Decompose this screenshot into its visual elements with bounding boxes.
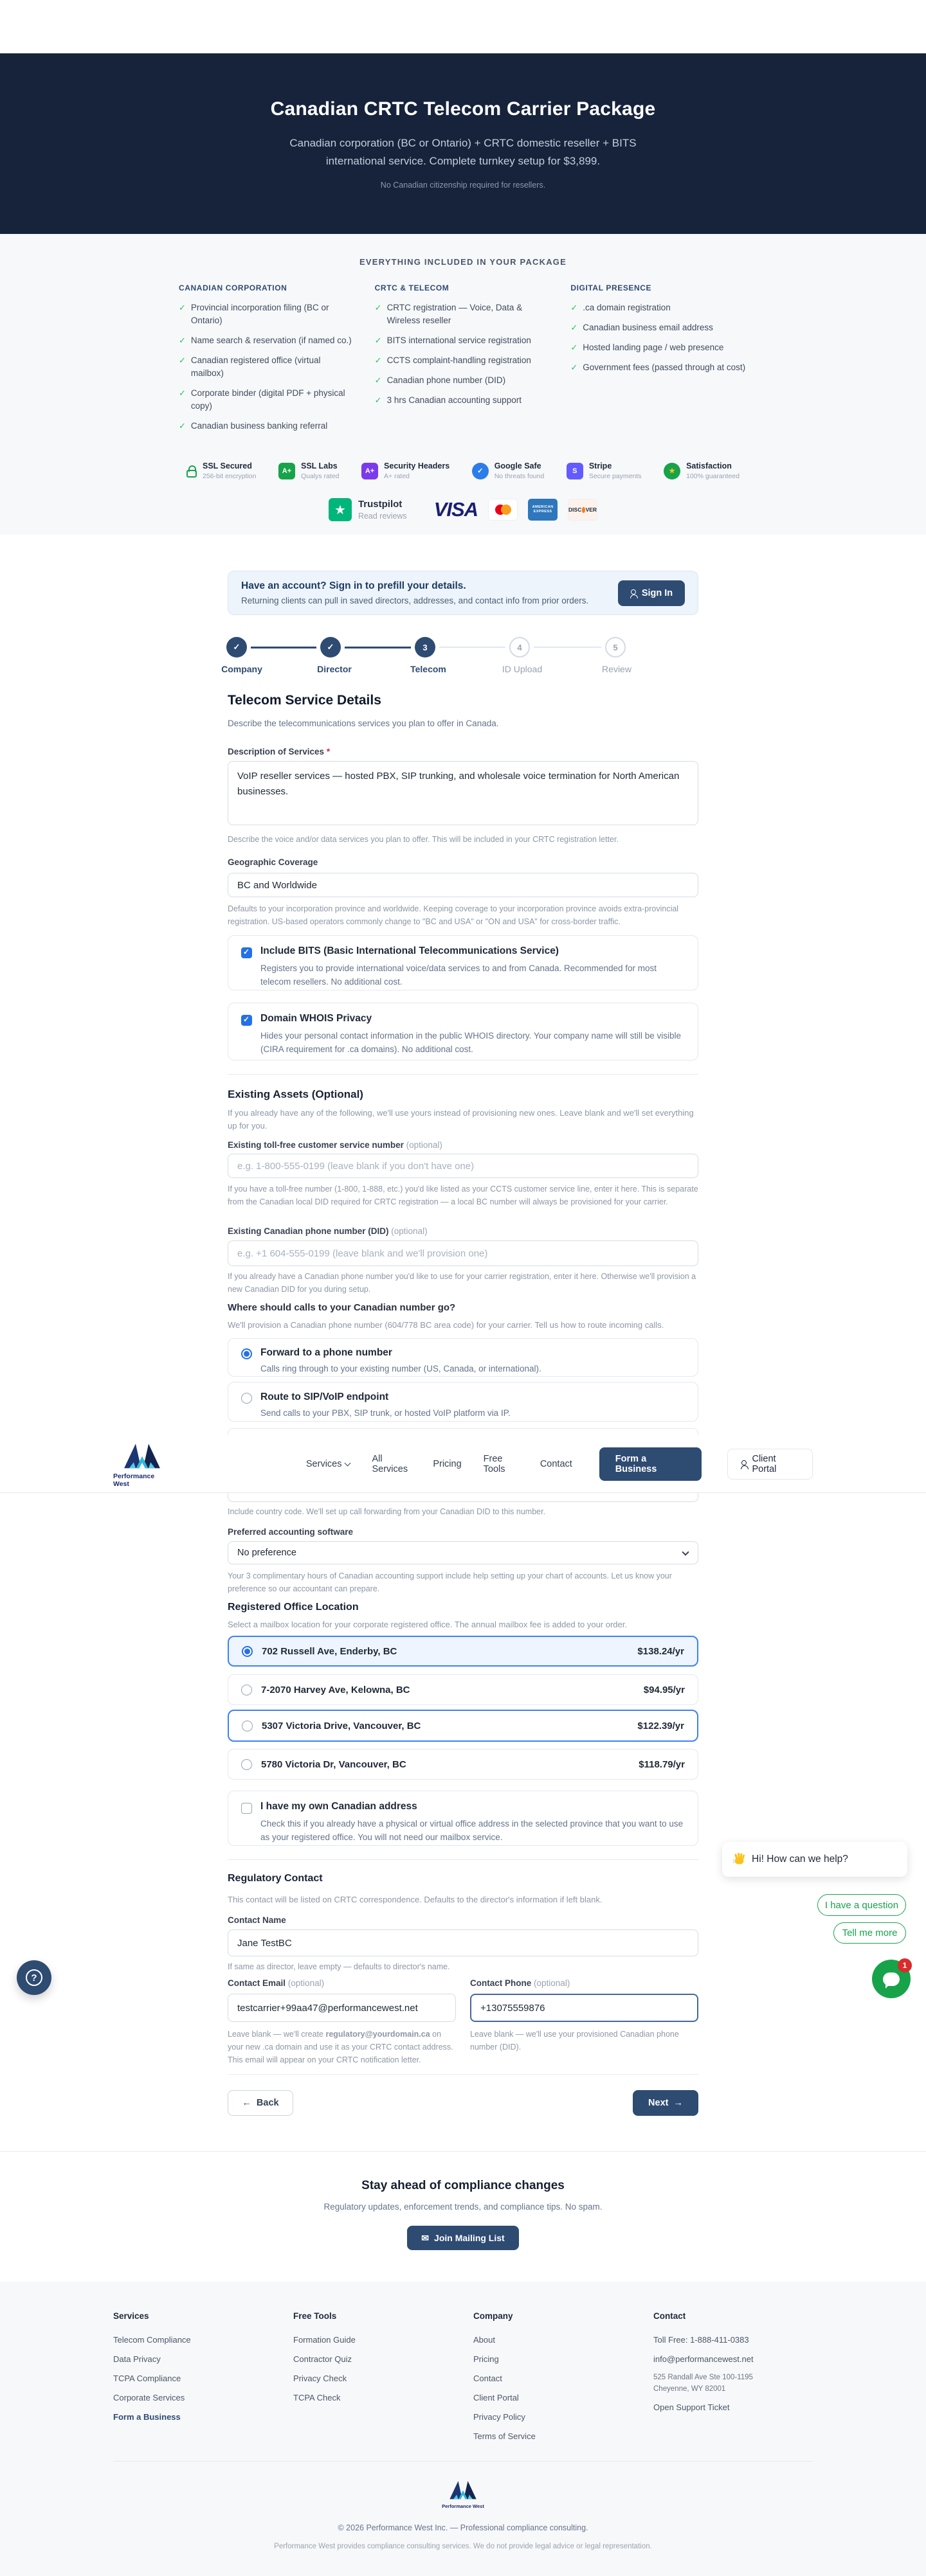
accounting-helper: Your 3 complimentary hours of Canadian accounting support include help setting up your chart of accounts. Let us know your preference so our accountant can prepare. <box>228 1571 672 1593</box>
badge-google-safe <box>472 461 545 480</box>
list-item <box>179 387 356 413</box>
badge-title: Satisfaction <box>686 461 732 470</box>
own-address-desc: Check this if you already have a physical or virtual office address in the selected province that you want to use as your registered office. You will not need our mailbox service. <box>260 1819 684 1842</box>
footer-phone[interactable]: Toll Free: 1-888-411-0383 <box>653 2335 749 2345</box>
existing-assets-desc: If you already have any of the following, we'll use yours instead of provisioning new ones. Leave blank and we'll set everything up for you. <box>228 1108 694 1131</box>
grade-icon: A+ <box>278 463 295 479</box>
forward-desc: Calls ring through to your existing number (US, Canada, or international). <box>260 1364 541 1373</box>
footer-link-form-a-business[interactable]: Form a Business <box>113 2412 181 2422</box>
list-item <box>179 420 356 433</box>
optional-mark: (optional) <box>391 1226 428 1236</box>
hero-note: No Canadian citizenship required for resellers. <box>380 180 546 190</box>
footer-column-services <box>113 2311 293 2451</box>
mailing-cta-section <box>0 2151 926 2282</box>
portal-label: Client Portal <box>752 1453 777 1474</box>
footer-link[interactable]: Corporate Services <box>113 2393 185 2402</box>
badge-title: Google Safe <box>494 461 541 470</box>
help-button[interactable] <box>17 1960 51 1995</box>
list-item <box>179 334 356 347</box>
section-divider <box>228 1074 698 1075</box>
discover-dot-icon <box>582 507 585 513</box>
step-label-telecom: Telecom <box>410 664 446 674</box>
step-label-director: Director <box>317 664 352 674</box>
description-label <box>228 747 698 756</box>
check-icon: ✓ <box>374 303 382 312</box>
list-item <box>570 361 747 374</box>
check-icon: ✓ <box>374 335 382 345</box>
included-column-telecom <box>375 283 552 440</box>
required-mark: * <box>326 747 331 756</box>
brand-name: Performance West <box>113 1472 155 1488</box>
list-item <box>570 341 747 354</box>
mastercard-orange-circle <box>501 505 511 515</box>
check-icon: ✓ <box>179 388 186 398</box>
star-circle-icon: ★ <box>664 463 680 479</box>
own-address-checkbox-card[interactable] <box>228 1791 698 1846</box>
office-price: $118.79/yr <box>639 1758 685 1770</box>
item-text: Canadian registered office (virtual mailbox) <box>190 355 321 378</box>
chat-greeting-bubble[interactable] <box>722 1842 907 1877</box>
routing-option-sip[interactable] <box>228 1382 698 1422</box>
step-label-company: Company <box>221 664 262 674</box>
contact-name-label: Contact Name <box>228 1915 286 1925</box>
back-button[interactable] <box>228 2090 293 2116</box>
step-connector <box>251 647 316 648</box>
included-column-digital <box>570 283 747 440</box>
item-text: Provincial incorporation filing (BC or Ontario) <box>190 303 329 325</box>
item-text: Name search & reservation (if named co.) <box>190 335 352 345</box>
nav-label: All Services <box>372 1453 408 1474</box>
chevron-down-icon <box>345 1460 351 1466</box>
nav-label: Pricing <box>433 1458 462 1469</box>
footer-link[interactable]: Privacy Policy <box>473 2412 525 2422</box>
list-item <box>179 301 356 327</box>
nav-item-all-services[interactable] <box>372 1454 411 1474</box>
regulatory-heading: Regulatory Contact <box>228 1873 323 1884</box>
waving-hand-icon <box>732 1852 747 1866</box>
footer-link[interactable]: Formation Guide <box>293 2335 356 2345</box>
office-price: $138.24/yr <box>637 1645 684 1657</box>
footer-column-title: Free Tools <box>293 2311 337 2321</box>
visa-logo: VISA <box>433 498 478 521</box>
footer-address-line2: Cheyenne, WY 82001 <box>653 2385 726 2393</box>
payment-logos <box>0 498 926 521</box>
office-option-victoria-dr[interactable] <box>228 1749 698 1780</box>
contact-email-label <box>228 1978 456 1988</box>
check-icon: ✓ <box>570 362 578 372</box>
client-portal-button[interactable] <box>727 1449 813 1480</box>
contact-email-field <box>228 1978 456 2066</box>
footer-link[interactable]: Data Privacy <box>113 2354 161 2364</box>
nav-label: Services <box>305 1458 342 1469</box>
item-text: 3 hrs Canadian accounting support <box>386 395 522 405</box>
badge-ssl-secured <box>186 461 256 480</box>
did-label <box>228 1226 698 1236</box>
footer-link[interactable]: Telecom Compliance <box>113 2335 191 2345</box>
disclaimer: Performance West provides compliance consulting services. We do not provide legal advice or legal representation. <box>274 2543 652 2550</box>
footer-column-free-tools <box>293 2311 473 2451</box>
footer <box>0 2282 926 2576</box>
footer-address-line1: 525 Randall Ave Ste 100-1195 <box>653 2374 753 2381</box>
signin-banner <box>228 571 698 615</box>
item-text: CCTS complaint-handling registration <box>386 355 531 365</box>
geographic-helper: Defaults to your incorporation province and worldwide. Keeping coverage to your incorporation province avoids extra-provincial registration. US-based operators commonly change to "BC and USA" or "ON and USA" for cross-border traffic. <box>228 904 679 926</box>
amex-text: EXPRESS <box>533 510 552 514</box>
step-circle-review: 5 <box>605 637 626 657</box>
office-radio[interactable] <box>242 1646 253 1657</box>
bits-checkbox-card[interactable] <box>228 935 698 990</box>
check-icon: ✓ <box>179 421 186 431</box>
contact-row <box>228 1978 698 2066</box>
contact-phone-helper: Leave blank — we'll use your provisioned Canadian phone number (DID). <box>470 2030 679 2052</box>
stripe-icon: S <box>567 463 583 479</box>
check-icon: ✓ <box>374 355 382 365</box>
step-circle-director[interactable]: ✓ <box>320 637 341 657</box>
included-section <box>0 234 926 535</box>
label-text: Contact Email <box>228 1978 286 1988</box>
existing-assets-heading: Existing Assets (Optional) <box>228 1088 363 1100</box>
arrow-left-icon: ← <box>242 2098 251 2108</box>
footer-link[interactable]: Client Portal <box>473 2393 519 2402</box>
own-address-title: I have my own Canadian address <box>260 1801 417 1812</box>
label-text: Description of Services <box>228 747 325 756</box>
form-column <box>221 571 698 2120</box>
check-icon: ✓ <box>374 395 382 405</box>
office-option-victoria-drive[interactable] <box>228 1710 698 1742</box>
label-text: Existing Canadian phone number (DID) <box>228 1226 389 1236</box>
included-columns <box>179 283 747 440</box>
routing-question: Where should calls to your Canadian number go? <box>228 1302 456 1313</box>
form-heading: Telecom Service Details <box>228 693 381 708</box>
footer-link[interactable]: Terms of Service <box>473 2431 536 2441</box>
step-connector <box>534 647 601 648</box>
item-text: BITS international service registration <box>386 335 531 345</box>
office-option-kelowna[interactable] <box>228 1674 698 1705</box>
footer-link[interactable]: Contact <box>473 2374 502 2383</box>
form-actions <box>228 2090 698 2116</box>
bits-desc: Registers you to provide international voice/data services to and from Canada. Recommended for most telecom resellers. No additional cost. <box>260 963 657 987</box>
nav-label: Contact <box>540 1458 572 1469</box>
accounting-label: Preferred accounting software <box>228 1527 354 1537</box>
chat-message: Hi! How can we help? <box>752 1854 848 1865</box>
office-address: 5780 Victoria Dr, Vancouver, BC <box>261 1758 406 1770</box>
next-button[interactable] <box>633 2090 698 2116</box>
unread-badge: 1 <box>898 1958 912 1972</box>
badge-satisfaction <box>664 461 740 480</box>
footer-support-link[interactable]: Open Support Ticket <box>653 2402 730 2412</box>
list-item <box>570 321 747 334</box>
office-option-enderby[interactable] <box>228 1636 698 1667</box>
cta-subtitle: Regulatory updates, enforcement trends, and compliance tips. No spam. <box>323 2202 603 2212</box>
badge-security-headers <box>361 461 449 480</box>
routing-desc: We'll provision a Canadian phone number (604/778 BC area code) for your carrier. Tell us how to route incoming calls. <box>228 1320 664 1330</box>
step-circle-telecom[interactable]: 3 <box>415 637 435 657</box>
list-item <box>375 301 552 327</box>
check-icon: ✓ <box>570 303 578 312</box>
description-textarea[interactable] <box>228 761 698 825</box>
navbar-brand[interactable] <box>113 1440 171 1488</box>
column-title: CANADIAN CORPORATION <box>179 283 287 292</box>
footer-link[interactable]: Pricing <box>473 2354 499 2364</box>
chat-quick-reply-question[interactable] <box>817 1894 906 1916</box>
footer-column-company <box>473 2311 653 2451</box>
whois-checkbox[interactable] <box>241 1015 252 1026</box>
footer-link[interactable]: About <box>473 2335 495 2345</box>
contact-email-input[interactable] <box>228 1994 456 2022</box>
person-icon <box>741 1460 747 1468</box>
list-item <box>375 354 552 367</box>
discover-logo <box>568 499 597 521</box>
tollfree-helper: If you have a toll-free number (1-800, 1-888, etc.) you'd like listed as your CCTS customer service line, enter it here. This is separate from the Canadian local DID required for CRTC registration — a local BC number will always be provisioned for your carrier. <box>228 1185 698 1206</box>
hero-section <box>0 53 926 234</box>
badge-sub: No threats found <box>494 472 545 480</box>
chat-quick-reply-more[interactable] <box>833 1922 906 1944</box>
label-text: Existing toll-free customer service number <box>228 1140 404 1150</box>
list-item <box>375 394 552 407</box>
form-subheading: Describe the telecommunications services you plan to offer in Canada. <box>228 719 499 728</box>
contact-phone-label <box>470 1978 698 1988</box>
badge-sub: Secure payments <box>588 472 642 480</box>
item-text: Hosted landing page / web presence <box>583 343 724 352</box>
footer-brand <box>0 2478 926 2509</box>
footer-link[interactable]: Privacy Check <box>293 2374 347 2383</box>
join-label: Join Mailing List <box>434 2233 505 2243</box>
forward-radio[interactable] <box>241 1348 252 1359</box>
footer-divider <box>113 2461 813 2462</box>
page-title: Canadian CRTC Telecom Carrier Package <box>270 98 656 120</box>
brand-name: Performance West <box>442 2503 484 2509</box>
badge-title: Security Headers <box>384 461 450 470</box>
geographic-label: Geographic Coverage <box>228 857 318 867</box>
nav-label: Free Tools <box>483 1453 505 1474</box>
contact-phone-field <box>470 1978 698 2066</box>
contact-email-helper <box>228 2028 456 2066</box>
discover-text: DISC <box>568 506 582 513</box>
person-icon <box>630 589 637 597</box>
badge-title: SSL Secured <box>203 461 252 470</box>
trustpilot-star-icon: ★ <box>329 498 352 521</box>
section-divider <box>228 1859 698 1860</box>
did-input[interactable] <box>228 1240 698 1266</box>
mastercard-logo <box>488 499 518 521</box>
performance-west-logo-icon <box>122 1440 162 1471</box>
footer-link[interactable]: TCPA Compliance <box>113 2374 181 2383</box>
optional-mark: (optional) <box>406 1140 442 1150</box>
badge-sub: Qualys rated <box>300 472 340 480</box>
office-radio[interactable] <box>241 1759 252 1770</box>
join-mailing-list-button[interactable] <box>407 2226 519 2250</box>
included-column-corporation <box>179 283 356 440</box>
column-title: CRTC & TELECOM <box>374 283 449 292</box>
trustpilot-widget[interactable] <box>329 498 407 521</box>
check-icon: ✓ <box>179 335 186 345</box>
badge-title: SSL Labs <box>300 461 338 470</box>
trustpilot-read-reviews-link[interactable]: Read reviews <box>358 512 407 521</box>
forward-number-helper: Include country code. We'll set up call forwarding from your Canadian DID to this number. <box>228 1507 546 1516</box>
routing-option-forward[interactable] <box>228 1338 698 1377</box>
office-radio[interactable] <box>241 1685 252 1695</box>
footer-column-title: Company <box>473 2311 513 2321</box>
contact-name-input[interactable] <box>228 1929 698 1956</box>
footer-column-title: Services <box>113 2311 149 2321</box>
sip-radio[interactable] <box>241 1393 252 1404</box>
hero-subtitle <box>289 134 636 170</box>
step-circle-company[interactable]: ✓ <box>226 637 247 657</box>
nav-item-free-tools[interactable] <box>484 1454 518 1474</box>
office-radio[interactable] <box>242 1721 253 1731</box>
own-address-checkbox[interactable] <box>241 1803 252 1814</box>
lock-icon <box>186 470 197 478</box>
footer-column-contact <box>653 2311 813 2451</box>
footer-link[interactable]: TCPA Check <box>293 2393 341 2402</box>
item-text: .ca domain registration <box>583 303 671 312</box>
badge-stripe <box>567 461 642 480</box>
next-label: Next <box>648 2098 669 2108</box>
did-helper: If you already have a Canadian phone number you'd like to use for your carrier registration, enter it here. Otherwise we'll provision a new Canadian DID for you during setup. <box>228 1272 696 1294</box>
check-icon: ✓ <box>374 375 382 385</box>
whois-title: Domain WHOIS Privacy <box>260 1013 372 1024</box>
mail-icon: ✉ <box>421 2232 430 2243</box>
helper-text: on your new .ca domain and use it as your CRTC contact address. This email will appear on your CRTC notification letter. <box>228 2030 453 2064</box>
form-a-business-button[interactable] <box>599 1447 702 1481</box>
step-label-review: Review <box>602 664 631 674</box>
signin-subtitle: Returning clients can pull in saved directors, addresses, and contact info from prior orders. <box>241 596 589 605</box>
whois-desc: Hides your personal contact information in the public WHOIS directory. Your company name will still be visible (CIRA requirement for .ca domains). No additional cost. <box>260 1031 682 1054</box>
geographic-input[interactable] <box>228 873 698 897</box>
item-text: Corporate binder (digital PDF + physical copy) <box>190 388 345 411</box>
badge-sub: 256-bit encryption <box>203 472 257 480</box>
copyright: © 2026 Performance West Inc. — Professional compliance consulting. <box>338 2523 588 2532</box>
office-heading: Registered Office Location <box>228 1602 359 1613</box>
step-connector <box>439 647 505 648</box>
reply-label: Tell me more <box>842 1928 898 1938</box>
footer-column-title: Contact <box>653 2311 686 2321</box>
cta-heading: Stay ahead of compliance changes <box>361 2179 565 2192</box>
list-item <box>179 354 356 380</box>
check-icon: ✓ <box>179 303 186 312</box>
item-text: Canadian business email address <box>583 323 713 332</box>
badge-sub: 100% guaranteed <box>686 472 740 480</box>
helper-strong: regulatory@yourdomain.ca <box>325 2030 430 2039</box>
hero-subtitle-line2: international service. Complete turnkey setup for $3,899. <box>325 154 601 167</box>
arrow-right-icon: → <box>673 2098 683 2108</box>
trustpilot-title: Trustpilot <box>358 499 403 510</box>
back-label: Back <box>256 2098 279 2108</box>
stepper <box>221 633 698 678</box>
section-divider <box>228 2074 698 2075</box>
accounting-select-wrap <box>228 1541 698 1564</box>
list-item <box>375 334 552 347</box>
check-icon: ✓ <box>570 323 578 332</box>
cta-label: Form a Business <box>615 1453 657 1474</box>
bits-title: Include BITS (Basic International Telecommunications Service) <box>260 945 559 956</box>
step-connector <box>345 647 411 648</box>
badge-title: Stripe <box>588 461 612 470</box>
sip-desc: Send calls to your PBX, SIP trunk, or hosted VoIP platform via IP. <box>260 1408 511 1418</box>
item-text: Canadian business banking referral <box>190 421 328 431</box>
footer-link[interactable]: Contractor Quiz <box>293 2354 352 2364</box>
trust-badges <box>186 461 740 480</box>
signin-title: Have an account? Sign in to prefill your details. <box>241 580 466 591</box>
performance-west-logo-icon <box>448 2478 478 2501</box>
reply-label: I have a question <box>824 1899 899 1911</box>
contact-name-helper: If same as director, leave empty — defaults to director's name. <box>228 1962 450 1971</box>
list-item <box>570 301 747 314</box>
tollfree-label <box>228 1140 698 1150</box>
office-price: $94.95/yr <box>643 1684 685 1695</box>
office-address: 5307 Victoria Drive, Vancouver, BC <box>262 1720 421 1731</box>
question-mark-icon: ? <box>26 1969 42 1986</box>
check-circle-icon: ✓ <box>472 463 489 479</box>
step-label-id-upload: ID Upload <box>502 664 543 674</box>
sign-in-button[interactable] <box>618 580 685 606</box>
bits-checkbox[interactable] <box>241 947 252 958</box>
office-address: 7-2070 Harvey Ave, Kelowna, BC <box>261 1684 410 1695</box>
check-icon: ✓ <box>179 355 186 365</box>
included-heading: EVERYTHING INCLUDED IN YOUR PACKAGE <box>359 257 567 267</box>
check-icon: ✓ <box>570 343 578 352</box>
office-price: $122.39/yr <box>637 1720 684 1731</box>
step-circle-id-upload: 4 <box>509 637 530 657</box>
navbar <box>0 1435 926 1493</box>
accounting-select[interactable] <box>228 1541 698 1564</box>
hero-subtitle-line1: Canadian corporation (BC or Ontario) + CRTC domestic reseller + BITS <box>289 136 637 149</box>
badge-ssl-labs <box>278 461 340 480</box>
helper-text: Leave blank — we'll create <box>228 2030 326 2039</box>
description-helper: Describe the voice and/or data services you plan to offer. This will be included in your CRTC registration letter. <box>228 835 619 844</box>
footer-email[interactable]: info@performancewest.net <box>653 2354 754 2364</box>
grade-icon: A+ <box>361 463 378 479</box>
whois-checkbox-card[interactable] <box>228 1003 698 1060</box>
item-text: Canadian phone number (DID) <box>386 375 506 385</box>
optional-mark: (optional) <box>287 1978 325 1988</box>
chat-bubble-icon <box>883 1972 900 1986</box>
chat-launcher-button[interactable] <box>872 1960 911 1998</box>
nav-item-services[interactable] <box>306 1459 350 1469</box>
office-desc: Select a mailbox location for your corporate registered office. The annual mailbox fee is added to your order. <box>228 1620 627 1629</box>
label-text: Contact Phone <box>470 1978 532 1988</box>
amex-logo <box>528 499 558 521</box>
item-text: CRTC registration — Voice, Data & Wireless reseller <box>386 303 523 325</box>
item-text: Government fees (passed through at cost) <box>583 362 746 372</box>
column-title: DIGITAL PRESENCE <box>570 283 652 292</box>
amex-text: AMERICAN <box>532 505 554 509</box>
badge-sub: A+ rated <box>384 472 410 480</box>
sip-title: Route to SIP/VoIP endpoint <box>260 1391 389 1402</box>
office-address: 702 Russell Ave, Enderby, BC <box>262 1645 397 1657</box>
tollfree-input[interactable] <box>228 1154 698 1178</box>
nav-links <box>306 1454 572 1474</box>
regulatory-desc: This contact will be listed on CRTC correspondence. Defaults to the director's information if left blank. <box>228 1895 603 1904</box>
nav-item-contact[interactable] <box>540 1459 572 1469</box>
list-item <box>375 374 552 387</box>
forward-number-input-top-edge <box>228 1428 698 1435</box>
optional-mark: (optional) <box>534 1978 570 1988</box>
discover-text: VER <box>585 506 597 513</box>
sign-in-label: Sign In <box>641 587 673 598</box>
nav-item-pricing[interactable] <box>433 1459 461 1469</box>
contact-phone-input[interactable] <box>470 1994 698 2022</box>
forward-title: Forward to a phone number <box>260 1347 392 1358</box>
